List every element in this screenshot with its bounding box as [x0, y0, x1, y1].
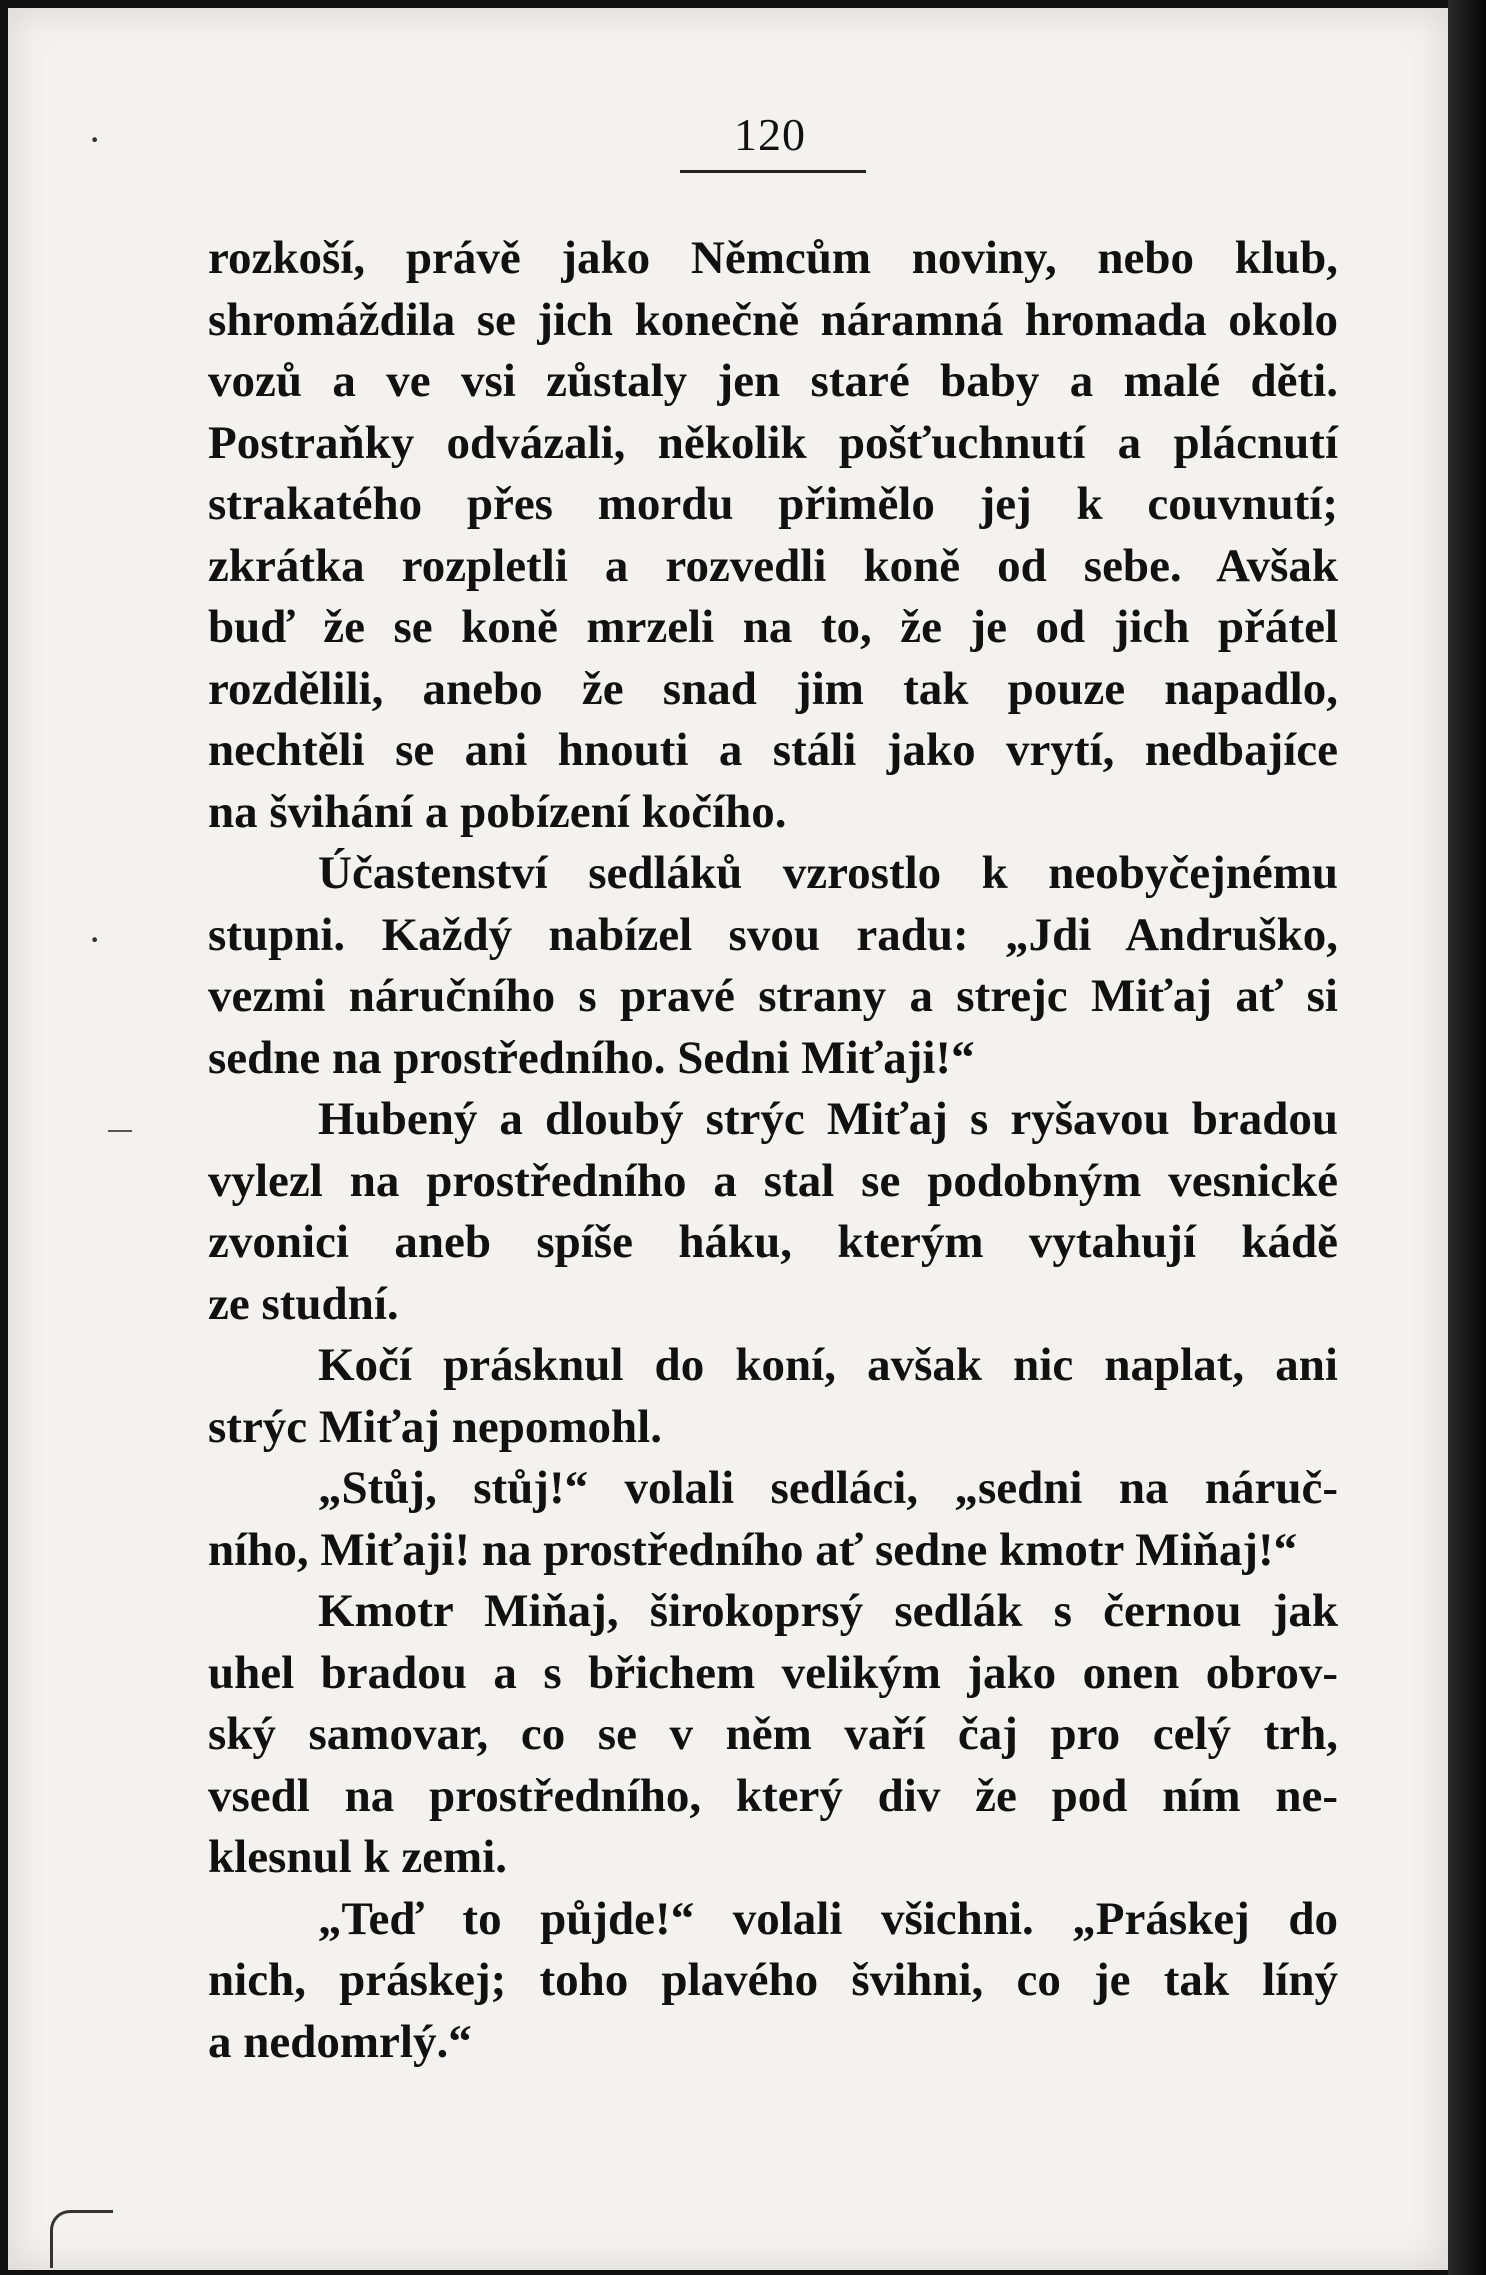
text-line: ního, Miťaji! na prostředního ať sedne kmotr Miňaj!“ [208, 1523, 1298, 1576]
text-line: uhel bradou a s břichem velikým jako onen obrov- [208, 1646, 1338, 1699]
page-number-rule [680, 170, 866, 173]
margin-dash [108, 1130, 132, 1132]
text-line: rozkoší, právě jako Němcům noviny, nebo klub, [208, 232, 1338, 284]
text-line: Kočí prásknul do koní, avšak nic naplat, ani [318, 1339, 1338, 1391]
book-spine-shadow [1448, 0, 1486, 2275]
text-line: zkrátka rozpletli a rozvedli koně od sebe. Avšak [208, 539, 1338, 592]
text-line: shromáždila se jich konečně náramná hromada okolo [208, 293, 1338, 346]
page-corner-mark [50, 2210, 113, 2268]
text-line: Postraňky odvázali, několik pošťuchnutí a plácnutí [208, 416, 1338, 469]
text-line: ský samovar, co se v něm vaří čaj pro celý trh, [208, 1708, 1338, 1760]
text-line: nich, práskej; toho plavého švihni, co je tak líný [208, 1954, 1338, 2006]
text-line: Kmotr Miňaj, širokoprsý sedlák s černou jak [318, 1585, 1338, 1637]
text-line: strakatého přes mordu přimělo jej k couvnutí; [208, 478, 1338, 530]
text-line: stupni. Každý nabízel svou radu: „Jdi Andruško, [208, 908, 1338, 961]
page-number: 120 [734, 109, 806, 160]
text-line: strýc Miťaj nepomohl. [208, 1400, 662, 1453]
text-line: nechtěli se ani hnouti a stáli jako vrytí, nedbajíce [208, 724, 1338, 776]
margin-mark: · [88, 117, 102, 162]
text-line: a nedomrlý.“ [208, 2015, 472, 2068]
text-line: sedne na prostředního. Sedni Miťaji!“ [208, 1031, 975, 1084]
text-line: Účastenství sedláků vzrostlo k neobyčejnému [318, 847, 1338, 899]
text-line: vylezl na prostředního a stal se podobným vesnické [208, 1154, 1338, 1207]
text-line: Hubený a dloubý strýc Miťaj s ryšavou bradou [318, 1093, 1338, 1145]
text-line: „Teď to půjde!“ volali všichni. „Práskej do [318, 1892, 1338, 1945]
text-line: „Stůj, stůj!“ volali sedláci, „sedni na náruč- [318, 1462, 1338, 1514]
body-text [208, 228, 1338, 2073]
text-line: klesnul k zemi. [208, 1831, 508, 1883]
text-line: zvonici aneb spíše háku, kterým vytahují kádě [208, 1216, 1338, 1268]
text-line: ze studní. [208, 1277, 399, 1330]
text-line: vozů a ve vsi zůstaly jen staré baby a malé děti. [208, 355, 1338, 407]
text-line: vsedl na prostředního, který div že pod ním ne- [208, 1769, 1338, 1822]
text-line: vezmi náručního s pravé strany a strejc Miťaj ať si [208, 970, 1338, 1022]
text-line: na švihání a pobízení kočího. [208, 785, 787, 838]
margin-mark: · [88, 917, 102, 962]
text-line: buď že se koně mrzeli na to, že je od jich přátel [208, 601, 1338, 653]
text-line: rozdělili, anebo že snad jim tak pouze napadlo, [208, 662, 1338, 715]
